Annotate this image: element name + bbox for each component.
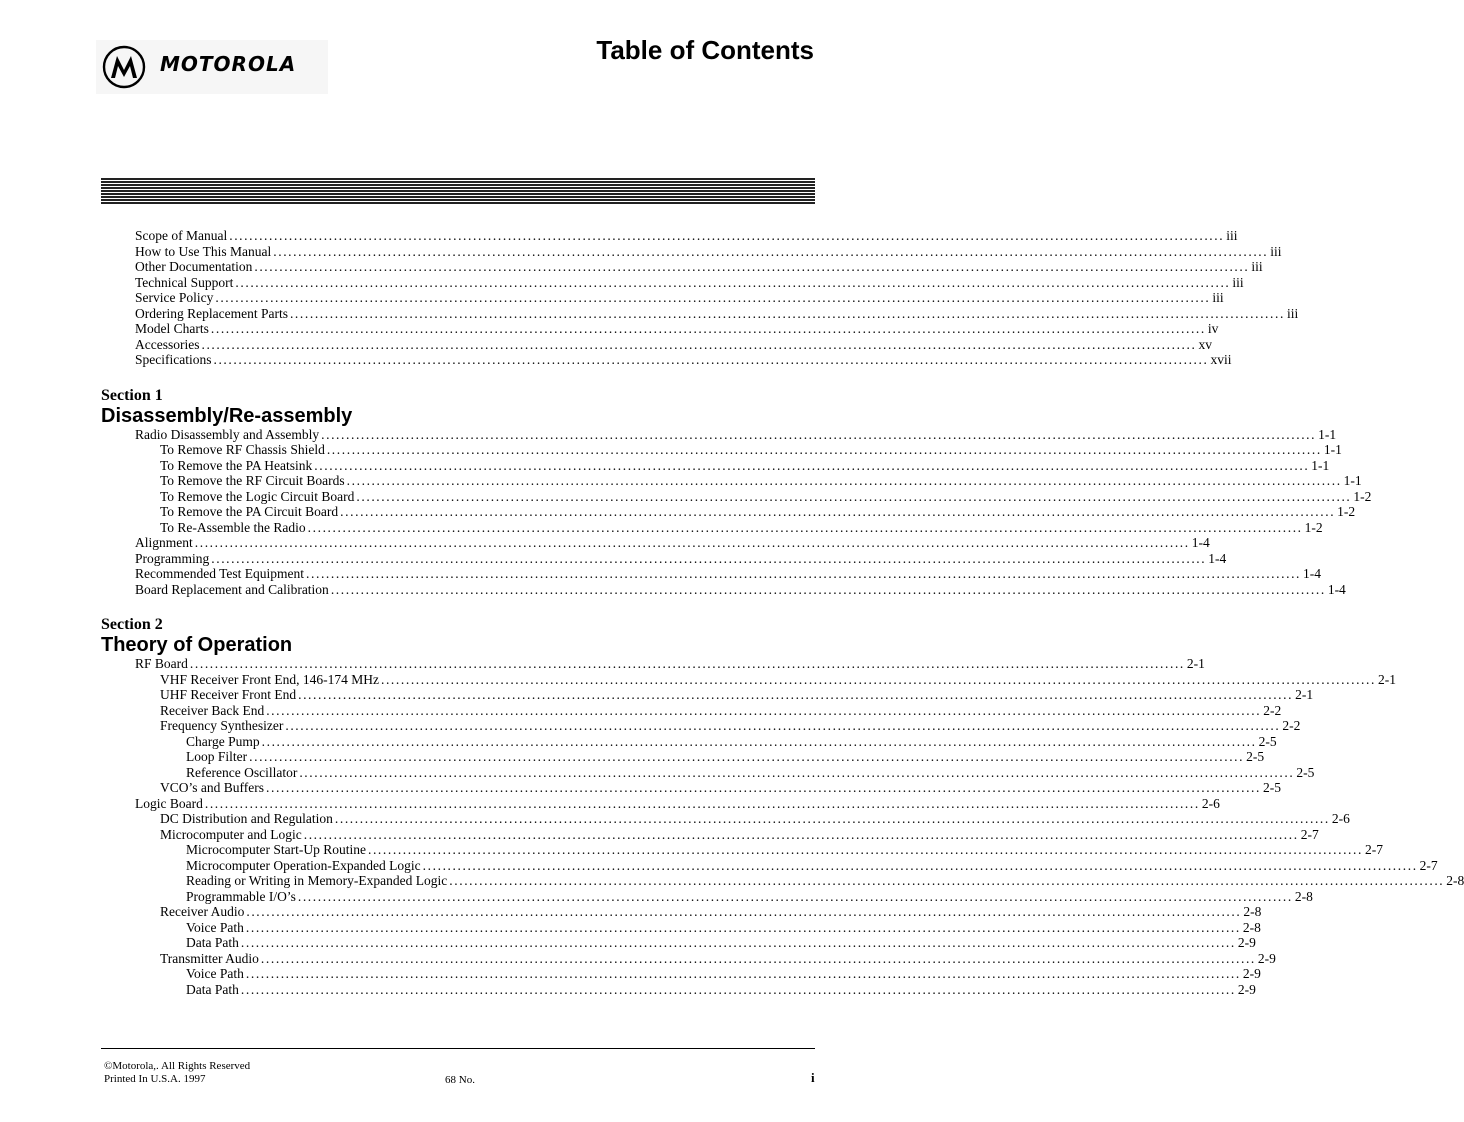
toc-leader-dots: ........................................................................................................................................................................................................ (260, 950, 1256, 966)
toc-entry-label: Reading or Writing in Memory-Expanded Logic (186, 873, 448, 888)
toc-entry-label: Accessories (135, 336, 200, 352)
toc-entry-page: 2-7 (1300, 826, 1319, 842)
toc-entry-page: 2-9 (1257, 950, 1276, 966)
toc-leader-dots: ........................................................................................................................................................................................................ (356, 488, 1352, 504)
toc-leader-dots: ........................................................................................................................................................................................................ (194, 535, 1190, 550)
toc-entry-label: Model Charts (135, 321, 209, 336)
footer-left (104, 1060, 250, 1086)
toc-entry-page: xvii (1210, 352, 1232, 367)
toc-leader-dots: ........................................................................................................................................................................................................ (307, 519, 1303, 535)
toc-entry[interactable] (101, 488, 1372, 505)
toc-entry-page: 1-2 (1353, 488, 1372, 504)
toc-leader-dots: ........................................................................................................................................................................................................ (285, 718, 1281, 733)
toc-entry-page: 2-1 (1186, 656, 1205, 671)
toc-entry-label: To Remove the Logic Circuit Board (160, 488, 355, 504)
toc-entry[interactable] (101, 457, 1330, 474)
toc-entry[interactable] (101, 504, 1356, 520)
toc-entry-label: Voice Path (186, 966, 244, 981)
motorola-logo-icon (102, 45, 146, 89)
toc-leader-dots: ........................................................................................................................................................................................................ (303, 826, 1299, 842)
toc-entry-page: 1-4 (1303, 566, 1322, 581)
toc-entry-page: 2-8 (1243, 904, 1262, 919)
toc-leader-dots: ........................................................................................................................................................................................................ (314, 457, 1310, 473)
footer-center-text: 68 No. (445, 1074, 475, 1086)
toc-entry[interactable] (101, 749, 1265, 765)
section-number: Section 2 (101, 616, 163, 633)
toc-entry-page: 2-9 (1237, 935, 1256, 950)
toc-entry[interactable] (101, 826, 1319, 843)
toc-leader-dots: ........................................................................................................................................................................................................ (334, 811, 1330, 826)
toc-entry[interactable] (101, 336, 1212, 353)
toc-entry[interactable] (101, 581, 1346, 598)
toc-entry[interactable] (101, 442, 1342, 458)
toc-entry-label: How to Use This Manual (135, 243, 272, 259)
toc-entry-label: Frequency Synthesizer (160, 718, 284, 733)
toc-entry-label: Reference Oscillator (186, 764, 298, 780)
toc-entry[interactable] (101, 550, 1227, 567)
toc-entry-label: Charge Pump (186, 733, 260, 749)
toc-entry[interactable] (101, 718, 1301, 734)
toc-entry-page: iii (1286, 305, 1299, 321)
toc-entry[interactable] (101, 873, 1464, 889)
toc-entry-page: iii (1232, 274, 1244, 290)
toc-entry-page: 2-1 (1295, 687, 1314, 702)
toc-entry-label: Microcomputer and Logic (160, 826, 302, 842)
page-title: Table of Contents (596, 35, 814, 65)
toc-leader-dots: ........................................................................................................................................................................................................ (298, 687, 1294, 702)
copyright-text: ©Motorola,. All Rights Reserved (104, 1060, 251, 1072)
toc-entry-label: Specifications (135, 352, 212, 367)
toc-leader-dots: ........................................................................................................................................................................................................ (266, 780, 1261, 795)
toc-entry-page: iii (1212, 290, 1224, 305)
toc-entry[interactable] (101, 919, 1261, 936)
toc-entry-label: RF Board (135, 656, 188, 671)
toc-entry-page: 2-9 (1242, 966, 1261, 981)
toc-entry-page: 2-5 (1246, 749, 1265, 764)
toc-entry-label: Scope of Manual (135, 228, 228, 243)
toc-entry-page: 1-4 (1327, 581, 1346, 597)
toc-entry-page: 1-1 (1343, 473, 1362, 488)
toc-leader-dots: ........................................................................................................................................................................................................ (261, 733, 1257, 749)
toc-entry-page: 2-7 (1419, 857, 1438, 873)
toc-entry-label: Technical Support (135, 274, 234, 290)
footer-rule (101, 1048, 815, 1049)
table-of-contents (101, 228, 1464, 997)
toc-entry-label: To Remove the PA Heatsink (160, 457, 313, 473)
toc-entry-label: UHF Receiver Front End (160, 687, 297, 702)
toc-entry-page: 2-7 (1364, 842, 1383, 857)
toc-leader-dots: ........................................................................................................................................................................................................ (367, 842, 1363, 857)
section-title: Disassembly/Re-assembly (101, 404, 353, 427)
toc-entry[interactable] (101, 764, 1315, 781)
toc-leader-dots: ........................................................................................................................................................................................................ (346, 473, 1342, 488)
brand-name: MOTOROLA (160, 52, 297, 76)
toc-entry-label: Alignment (135, 535, 193, 550)
toc-entry-page: iv (1207, 321, 1219, 336)
toc-entry[interactable] (101, 243, 1282, 260)
toc-leader-dots: ........................................................................................................................................................................................................ (246, 904, 1242, 919)
toc-entry[interactable] (101, 228, 1238, 244)
toc-entry-page: 2-9 (1237, 981, 1256, 997)
toc-leader-dots: ........................................................................................................................................................................................................ (215, 290, 1211, 305)
toc-entry-page: 1-4 (1191, 535, 1210, 550)
toc-entry-page: 1-2 (1304, 519, 1323, 535)
toc-entry-label: To Remove the RF Circuit Boards (160, 473, 345, 488)
toc-leader-dots: ........................................................................................................................................................................................................ (266, 702, 1262, 718)
toc-entry-page: 1-1 (1311, 457, 1330, 473)
toc-entry-page: 2-8 (1294, 888, 1313, 904)
toc-leader-dots: ........................................................................................................................................................................................................ (321, 426, 1317, 442)
toc-entry[interactable] (101, 842, 1383, 858)
toc-entry-page: 2-8 (1446, 873, 1464, 888)
toc-leader-dots: ........................................................................................................................................................................................................ (306, 566, 1302, 581)
toc-entry[interactable] (101, 950, 1276, 967)
toc-entry[interactable] (101, 702, 1282, 719)
toc-entry[interactable] (101, 473, 1362, 489)
toc-entry[interactable] (101, 656, 1205, 672)
toc-entry-label: Logic Board (135, 795, 203, 811)
page-number: i (811, 1070, 815, 1085)
toc-entry-label: Radio Disassembly and Assembly (135, 426, 320, 442)
toc-entry[interactable] (101, 888, 1313, 905)
toc-entry[interactable] (101, 857, 1438, 874)
toc-entry[interactable] (101, 981, 1256, 998)
toc-leader-dots: ........................................................................................................................................................................................................ (326, 442, 1322, 457)
toc-entry[interactable] (101, 687, 1314, 703)
toc-entry-label: Voice Path (186, 919, 244, 935)
toc-entry-page: 2-6 (1201, 795, 1220, 811)
toc-entry-page: 2-2 (1282, 718, 1301, 733)
toc-entry-page: 1-1 (1318, 426, 1337, 442)
toc-entry[interactable] (101, 733, 1277, 750)
toc-entry[interactable] (101, 519, 1323, 536)
toc-entry[interactable] (101, 426, 1337, 443)
toc-entry[interactable] (101, 259, 1263, 275)
toc-entry-label: DC Distribution and Regulation (160, 811, 333, 826)
toc-leader-dots: ........................................................................................................................................................................................................ (213, 352, 1209, 367)
toc-leader-dots: ........................................................................................................................................................................................................ (240, 981, 1236, 997)
toc-leader-dots: ........................................................................................................................................................................................................ (330, 581, 1326, 597)
toc-entry-label: Data Path (186, 981, 239, 997)
toc-entry-page: 2-1 (1377, 671, 1396, 687)
toc-entry-page: 1-4 (1208, 550, 1227, 566)
toc-entry[interactable] (101, 352, 1232, 368)
toc-leader-dots: ........................................................................................................................................................................................................ (273, 243, 1269, 259)
toc-leader-dots: ........................................................................................................................................................................................................ (201, 336, 1197, 352)
toc-entry-label: VCO’s and Buffers (160, 780, 264, 795)
toc-entry[interactable] (101, 966, 1261, 982)
toc-leader-dots: ........................................................................................................................................................................................................ (422, 857, 1418, 873)
toc-entry[interactable] (101, 935, 1256, 951)
toc-entry[interactable] (101, 904, 1262, 920)
toc-entry-page: iii (1226, 228, 1238, 243)
toc-entry[interactable] (101, 566, 1322, 582)
toc-leader-dots: ........................................................................................................................................................................................................ (240, 935, 1236, 950)
toc-leader-dots: ........................................................................................................................................................................................................ (249, 749, 1245, 764)
toc-entry[interactable] (101, 671, 1396, 688)
toc-entry-label: Receiver Audio (160, 904, 245, 919)
toc-entry[interactable] (101, 290, 1224, 306)
toc-entry-label: Programming (135, 550, 210, 566)
toc-entry-page: 2-5 (1263, 780, 1281, 795)
toc-leader-dots: ........................................................................................................................................................................................................ (297, 888, 1293, 904)
toc-entry[interactable] (101, 811, 1350, 827)
toc-leader-dots: ........................................................................................................................................................................................................ (449, 873, 1445, 888)
toc-entry-label: Data Path (186, 935, 239, 950)
toc-entry-page: iii (1251, 259, 1263, 274)
header-rule-block (101, 178, 815, 205)
toc-entry-label: To Remove the PA Circuit Board (160, 504, 339, 519)
front-matter-list (101, 228, 1299, 368)
toc-leader-dots: ........................................................................................................................................................................................................ (229, 228, 1225, 243)
toc-leader-dots: ........................................................................................................................................................................................................ (210, 321, 1206, 336)
toc-entry-page: 2-5 (1296, 764, 1315, 780)
toc-entry[interactable] (101, 535, 1210, 551)
toc-entry-page: iii (1270, 243, 1282, 259)
toc-entry-label: To Re-Assemble the Radio (160, 519, 306, 535)
toc-entry-label: To Remove RF Chassis Shield (160, 442, 325, 457)
toc-entry-page: xv (1198, 336, 1212, 352)
toc-entry-page: 1-1 (1323, 442, 1342, 457)
toc-entry-label: Programmable I/O’s (186, 888, 296, 904)
toc-entry-page: 2-8 (1242, 919, 1261, 935)
toc-entry-label: VHF Receiver Front End, 146-174 MHz (160, 671, 379, 687)
toc-leader-dots: ........................................................................................................................................................................................................ (204, 795, 1200, 811)
printed-text: Printed In U.S.A. 1997 (104, 1073, 206, 1085)
toc-entry-label: Transmitter Audio (160, 950, 259, 966)
toc-entry[interactable] (101, 780, 1281, 796)
section-title: Theory of Operation (101, 634, 293, 656)
toc-leader-dots: ........................................................................................................................................................................................................ (299, 764, 1295, 780)
toc-entry-label: Recommended Test Equipment (135, 566, 305, 581)
toc-leader-dots: ........................................................................................................................................................................................................ (289, 305, 1285, 321)
toc-leader-dots: ........................................................................................................................................................................................................ (245, 966, 1241, 981)
toc-leader-dots: ........................................................................................................................................................................................................ (380, 671, 1376, 687)
toc-leader-dots: ........................................................................................................................................................................................................ (211, 550, 1207, 566)
toc-entry-label: Loop Filter (186, 749, 248, 764)
toc-entry-page: 2-6 (1331, 811, 1350, 826)
toc-entry[interactable] (101, 274, 1244, 291)
toc-entry-page: 1-2 (1337, 504, 1356, 519)
toc-entry[interactable] (101, 305, 1299, 322)
toc-entry-page: 2-2 (1263, 702, 1282, 718)
toc-leader-dots: ........................................................................................................................................................................................................ (340, 504, 1336, 519)
toc-entry-label: Microcomputer Start-Up Routine (186, 842, 366, 857)
toc-entry[interactable] (101, 795, 1220, 812)
toc-entry-page: 2-5 (1258, 733, 1277, 749)
toc-entry-label: Microcomputer Operation-Expanded Logic (186, 857, 421, 873)
toc-leader-dots: ........................................................................................................................................................................................................ (189, 656, 1185, 671)
sections-list (101, 386, 1464, 998)
section-number: Section 1 (101, 386, 163, 404)
toc-leader-dots: ........................................................................................................................................................................................................ (245, 919, 1241, 935)
toc-leader-dots: ........................................................................................................................................................................................................ (235, 274, 1231, 290)
toc-entry-label: Board Replacement and Calibration (135, 581, 329, 597)
toc-entry-label: Ordering Replacement Parts (135, 305, 288, 321)
toc-entry-label: Service Policy (135, 290, 214, 305)
toc-leader-dots: ........................................................................................................................................................................................................ (254, 259, 1250, 274)
toc-entry-label: Other Documentation (135, 259, 253, 274)
toc-entry-label: Receiver Back End (160, 702, 265, 718)
toc-entry[interactable] (101, 321, 1219, 337)
